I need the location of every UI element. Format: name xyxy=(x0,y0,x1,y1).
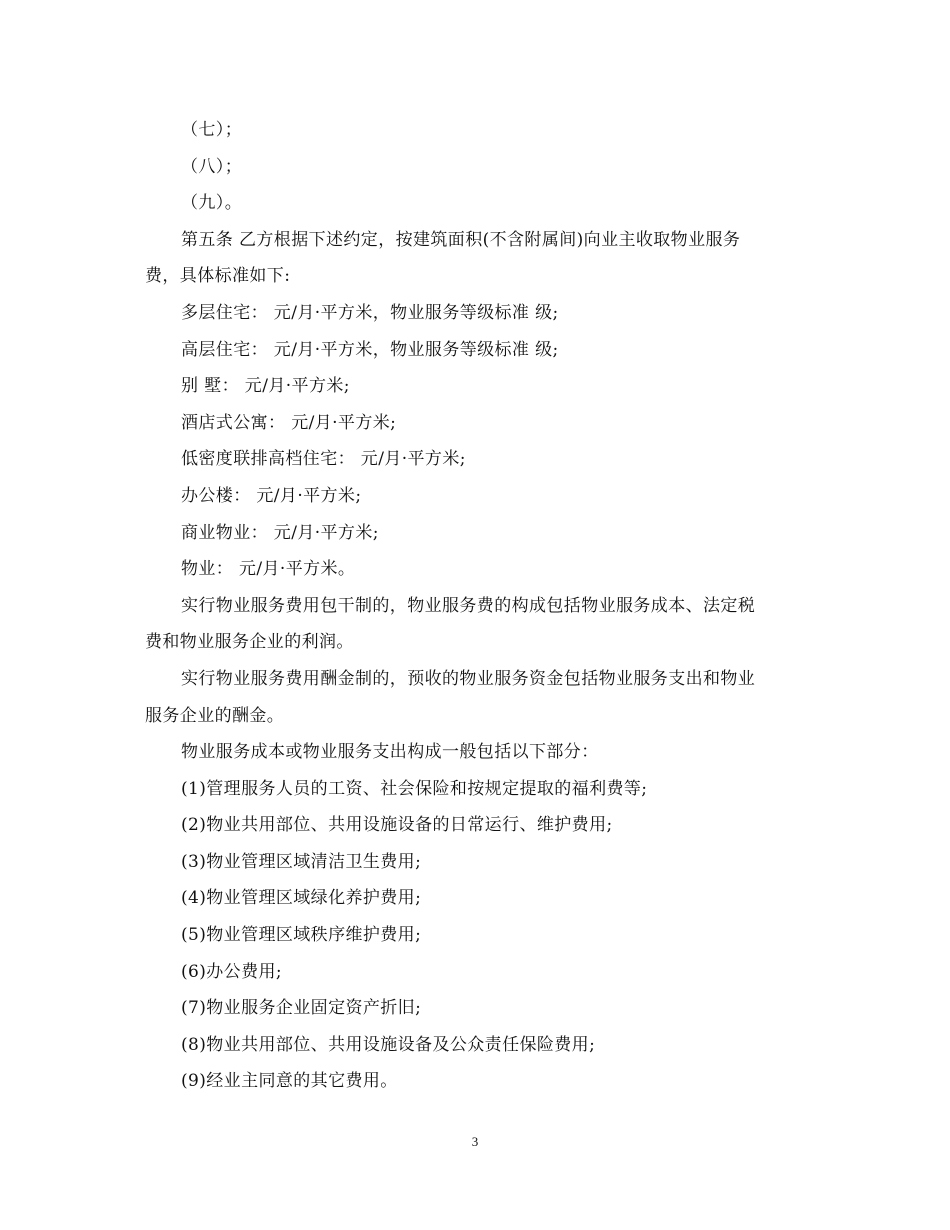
list-item: (1)管理服务人员的工资、社会保险和按规定提取的福利费等; xyxy=(181,778,648,799)
text-line: 商业物业： 元/月·平方米; xyxy=(181,522,379,543)
list-item: (2)物业共用部位、共用设施设备的日常运行、维护费用; xyxy=(181,815,613,836)
text-line: （七）； xyxy=(181,120,243,140)
text-line: 物业服务成本或物业服务支出构成一般包括以下部分： xyxy=(181,742,599,763)
text-line: 服务企业的酬金。 xyxy=(145,705,285,726)
list-item: (6)办公费用; xyxy=(181,961,283,982)
list-item: (5)物业管理区域秩序维护费用; xyxy=(181,925,422,946)
list-item: (7)物业服务企业固定资产折旧; xyxy=(181,998,422,1019)
page-number: 3 xyxy=(471,1134,479,1149)
list-item: (8)物业共用部位、共用设施设备及公众责任保险费用; xyxy=(181,1034,596,1055)
text-line: 实行物业服务费用包干制的，物业服务费的构成包括物业服务成本、法定税 xyxy=(181,595,756,616)
text-line: 办公楼： 元/月·平方米; xyxy=(181,485,362,506)
text-line: （九）。 xyxy=(181,193,243,214)
text-line: 费，具体标准如下: xyxy=(145,266,291,287)
document-body xyxy=(145,112,805,1100)
list-item: (4)物业管理区域绿化养护费用; xyxy=(181,888,422,909)
text-line: 别 墅： 元/月·平方米; xyxy=(181,376,350,397)
text-line: 物业： 元/月·平方米。 xyxy=(181,559,356,580)
text-line: 实行物业服务费用酬金制的，预收的物业服务资金包括物业服务支出和物业 xyxy=(181,668,756,689)
text-line: 第五条 乙方根据下述约定，按建筑面积(不含附属间)向业主收取物业服务 xyxy=(181,229,741,250)
text-line: 费和物业服务企业的利润。 xyxy=(145,632,354,653)
text-line: （八）； xyxy=(181,156,243,177)
list-item: (9)经业主同意的其它费用。 xyxy=(181,1071,398,1092)
text-line: 多层住宅： 元/月·平方米，物业服务等级标准 级; xyxy=(181,302,559,323)
text-line: 酒店式公寓： 元/月·平方米; xyxy=(181,412,397,433)
text-line: 低密度联排高档住宅： 元/月·平方米; xyxy=(181,449,466,470)
text-line: 高层住宅： 元/月·平方米，物业服务等级标准 级; xyxy=(181,339,559,360)
list-item: (3)物业管理区域清洁卫生费用; xyxy=(181,851,422,872)
